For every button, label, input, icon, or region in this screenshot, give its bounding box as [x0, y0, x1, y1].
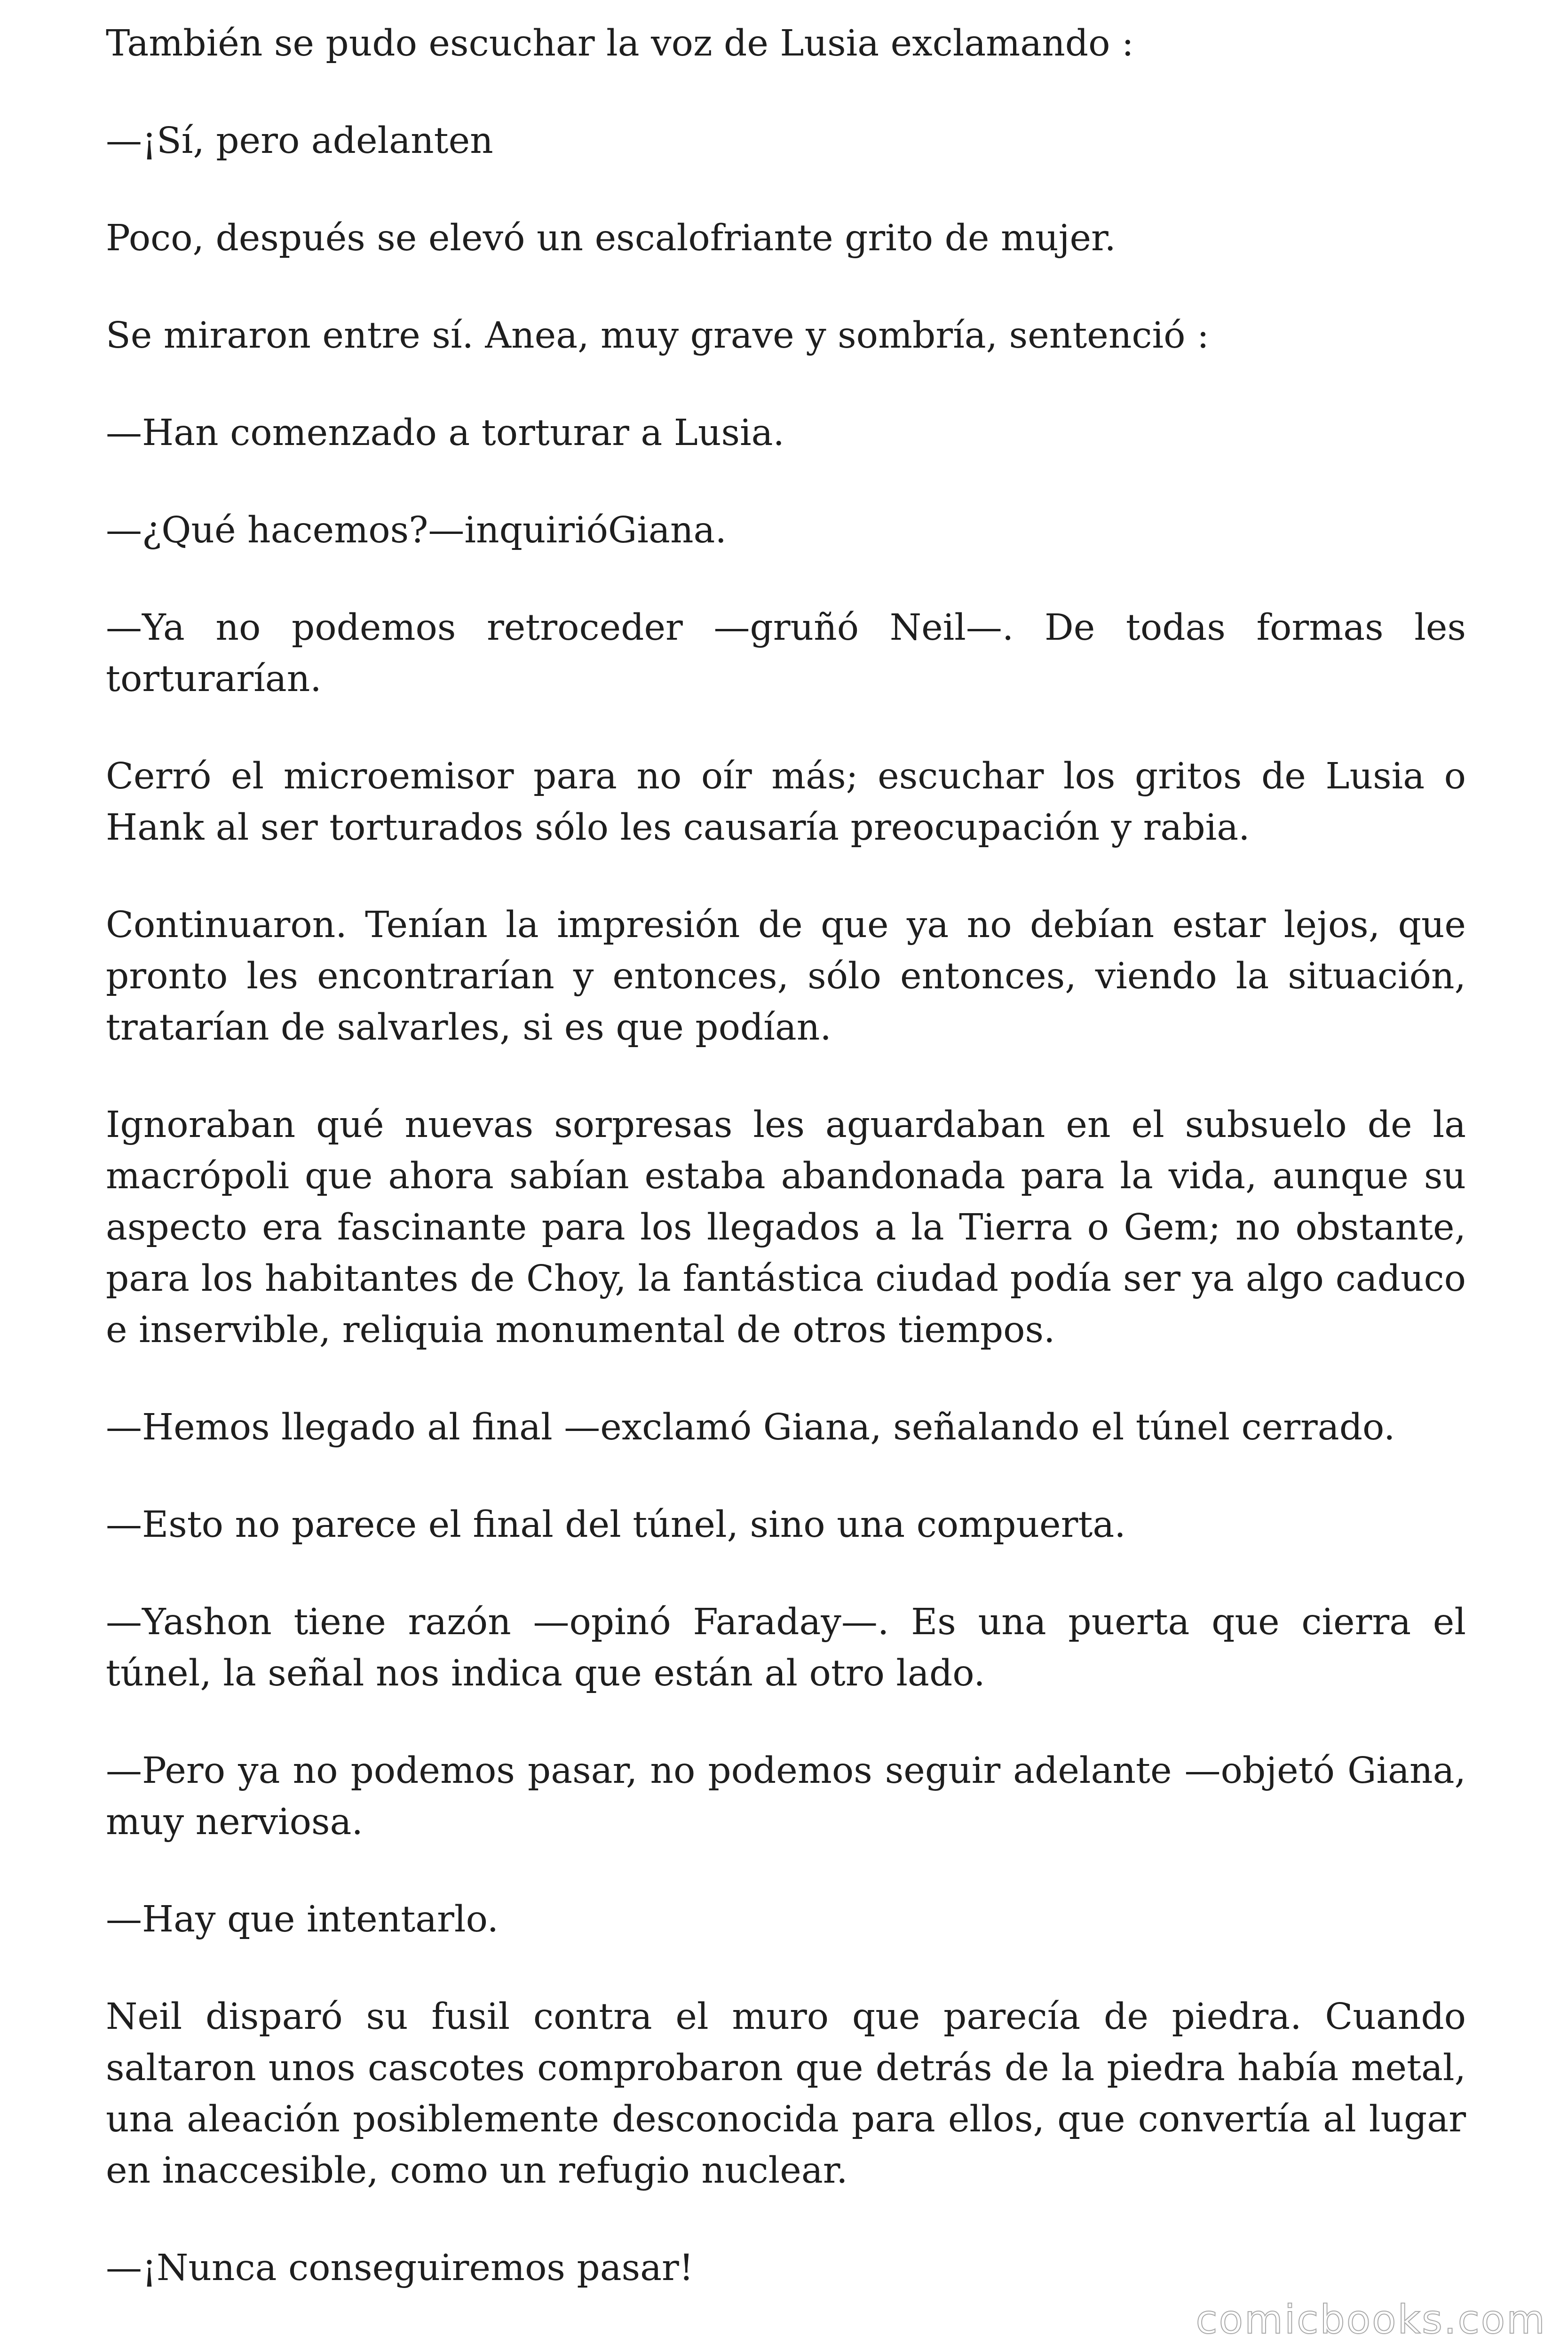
paragraph-8: Cerró el microemisor para no oír más; escuchar los gritos de Lusia o Hank al ser torturados sólo les causaría preocupación y rabia. [106, 755, 1466, 849]
paragraph-6: —¿Qué hacemos?—inquirióGiana. [106, 509, 727, 551]
paragraph-16: Neil disparó su fusil contra el muro que parecía de piedra. Cuando saltaron unos cascotes comprobaron que detrás de la piedra había metal, una aleación posiblemente desconocida para ellos, que convertía al lugar en inaccesible, como un refugio nuclear. [106, 1996, 1466, 2192]
paragraph-14: —Pero ya no podemos pasar, no podemos seguir adelante —objetó Giana, muy nerviosa. [106, 1750, 1466, 1843]
paragraph-13: —Yashon tiene razón —opinó Faraday—. Es una puerta que cierra el túnel, la señal nos indica que están al otro lado. [106, 1601, 1466, 1694]
paragraph-12: —Esto no parece el final del túnel, sino una compuerta. [106, 1504, 1126, 1546]
paragraph-1: También se pudo escuchar la voz de Lusia exclamando : [106, 23, 1134, 64]
paragraph-3: Poco, después se elevó un escalofriante grito de mujer. [106, 217, 1116, 259]
paragraph-10: Ignoraban qué nuevas sorpresas les aguardaban en el subsuelo de la macrópoli que ahora sabían estaba abandonada para la vida, aunque su aspecto era fascinante para los llegados a la Tierra o Gem; no obstante, para los habitantes de Choy, la fantástica ciudad podía ser ya algo caduco e inservible, reliquia monumental de otros tiempos. [106, 1104, 1466, 1351]
watermark-logo: comicbooks.com [1196, 2296, 1546, 2343]
paragraph-2: —¡Sí, pero adelanten [106, 120, 493, 162]
paragraph-4: Se miraron entre sí. Anea, muy grave y sombría, sentenció : [106, 315, 1209, 357]
paragraph-7: —Ya no podemos retroceder —gruñó Neil—. De todas formas les torturarían. [106, 607, 1466, 700]
paragraph-15: —Hay que intentarlo. [106, 1899, 499, 1940]
book-page [106, 18, 1466, 2294]
paragraph-17: —¡Nunca conseguiremos pasar! [106, 2247, 694, 2289]
paragraph-9: Continuaron. Tenían la impresión de que ya no debían estar lejos, que pronto les encontrarían y entonces, sólo entonces, viendo la situación, tratarían de salvarles, si es que podían. [106, 904, 1466, 1049]
paragraph-11: —Hemos llegado al final —exclamó Giana, señalando el túnel cerrado. [106, 1406, 1395, 1448]
paragraph-5: —Han comenzado a torturar a Lusia. [106, 412, 785, 454]
